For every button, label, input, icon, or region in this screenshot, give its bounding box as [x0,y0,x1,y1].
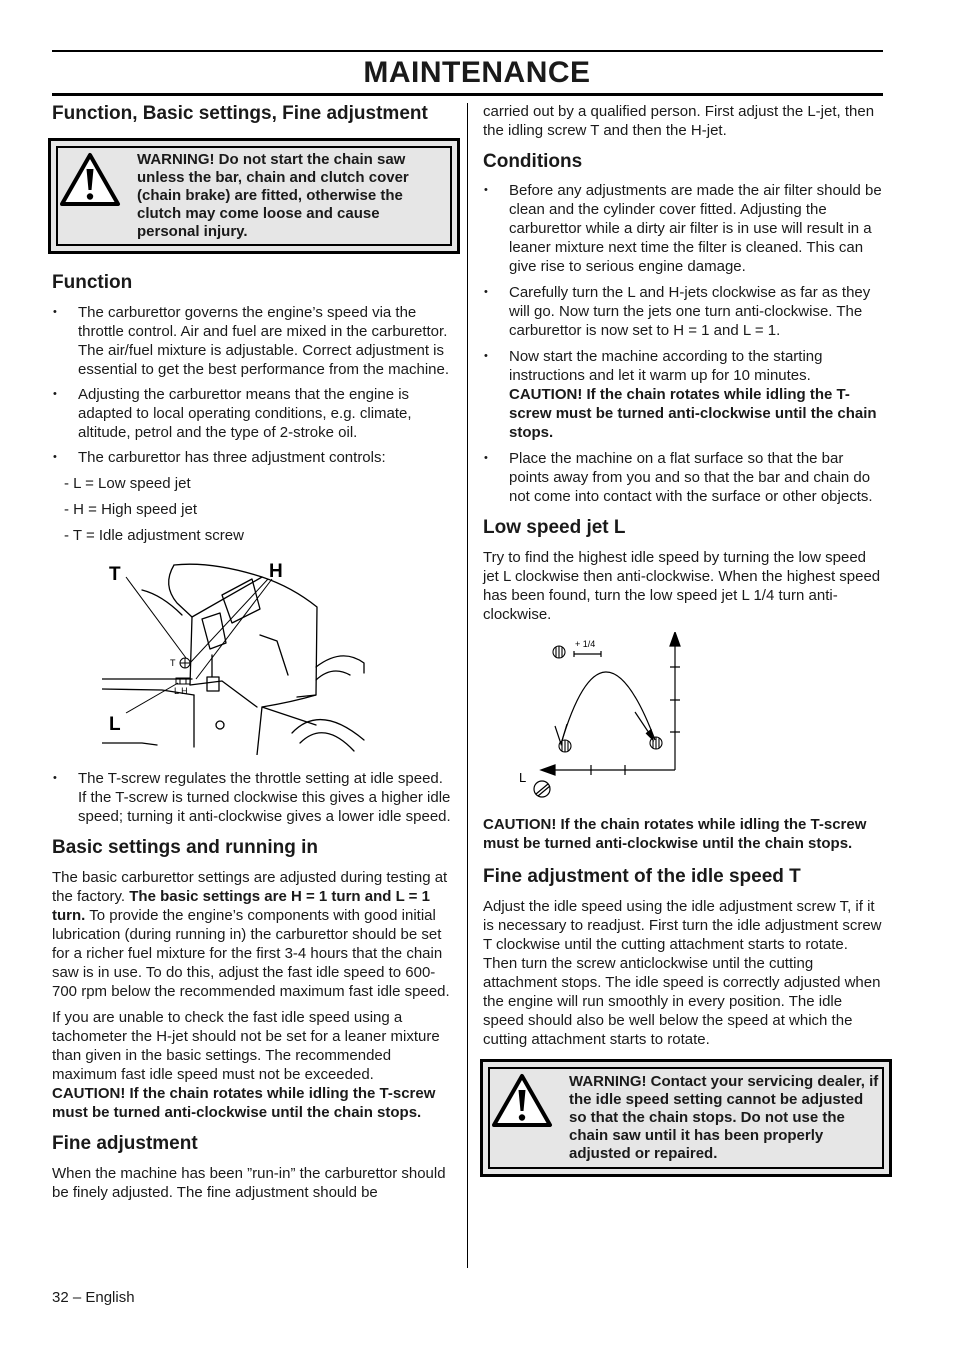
header-top-rule [52,50,883,52]
list-item: • Carefully turn the L and H-jets clockwise as far as they will go. Now turn the jets one turn anti-clockwise. The carburettor is now set to H = 1 and L = 1. [483,283,883,340]
fig-h-label: H [269,561,283,582]
list-item: • The T-screw regulates the throttle setting at idle speed. If the T-screw is turned clockwise this gives a higher idle speed; turning it anti-clockwise gives a lower idle speed. [52,769,452,826]
text-run: Now start the machine according to the starting instructions and let it warm up for 10 minutes. [509,348,823,384]
tachometer-paragraph: If you are unable to check the fast idle speed using a tachometer the H-jet should not be set for a leaner mixture than given in the basic settings. The recommended maximum fast idle speed must not be exceeded. [52,1009,440,1083]
warning-text: WARNING! Contact your servicing dealer, if the idle speed setting cannot be adjusted so that the chain stops. Do not use the chain saw until it has been properly adjusted or repaired. [569,1073,879,1162]
basic-settings-title: Basic settings and running in [52,837,319,858]
screw-icon [650,737,662,749]
header-bottom-rule [52,93,883,96]
idle-speed-title: Fine adjustment of the idle speed T [483,866,801,887]
list-item: • The carburettor governs the engine’s speed via the throttle control. Air and fuel are mixed in the carburettor. The air/fuel mixture is adjustable. Correct adjustment is essential to get the best performance from the machine. [52,303,452,379]
basic-settings-paragraph [52,868,452,1001]
idle-speed-paragraph: Adjust the idle speed using the idle adjustment screw T, if it is necessary to readjust. First turn the idle adjustment screw T clockwise until the cutting attachment starts to rotate. Then turn the screw anticlockwise until the cutting attachment stops. The idle speed is correctly adjusted when the engine will run smoothly in every position. The idle speed should also be well below the speed at which the cutting attachment starts to rotate. [483,898,882,1048]
control-item: - L = Low speed jet [64,475,191,492]
screw-icon [534,781,550,797]
fig-small-t-label: T [170,658,176,668]
caution-text: CAUTION! If the chain rotates while idling the T-screw must be turned anti-clockwise until the chain stops. [509,386,877,441]
function-title: Function [52,272,133,293]
tscrew-list [52,769,452,826]
left-column [52,102,452,1202]
fig-small-lh-label: L H [174,686,188,696]
graph-quarter-label: + 1/4 [575,639,596,649]
warning-box [480,1059,892,1177]
screw-icon [553,646,565,658]
page-title: MAINTENANCE [363,56,591,89]
list-item [483,347,883,442]
list-item: • Adjusting the carburettor means that the engine is adapted to local operating conditions, e.g. climate, altitude, petrol and the type of 2-stroke oil. [52,385,452,442]
text-run: The basic carburettor settings are adjusted during testing at the factory. [52,869,448,905]
idle-speed-graph [515,632,725,807]
conditions-title: Conditions [483,151,583,172]
column-divider [467,103,468,1268]
function-list [52,303,452,467]
warning-triangle-icon [491,1073,553,1129]
fine-adjustment-title: Fine adjustment [52,1133,198,1154]
fig-l-label: L [109,714,121,735]
carburettor-illustration [102,555,382,755]
control-item: - T = Idle adjustment screw [64,527,244,544]
page-number: 32 – English [52,1289,135,1306]
low-speed-jet-paragraph: Try to find the highest idle speed by turning the low speed jet L clockwise then anti-clockwise. When the highest speed has been found, turn the low speed jet L 1/4 turn anti-clockwise. [483,549,881,623]
low-speed-jet-title: Low speed jet L [483,517,626,538]
warning-text: WARNING! Do not start the chain saw unless the bar, chain and clutch cover (chain brake) are fitted, otherwise the clutch may come loose and cause personal injury. [137,151,409,240]
continued-paragraph: carried out by a qualified person. First adjust the L-jet, then the idling screw T and then the H-jet. [483,103,875,139]
list-item: • Before any adjustments are made the air filter should be clean and the cylinder cover fitted. Adjusting the carburettor while a dirty air filter is in use will result in a leaner mixture next time the filter is cleaned. This can give rise to serious engine damage. [483,181,883,276]
fig-t-label: T [109,564,121,585]
section-title: Function, Basic settings, Fine adjustment [52,103,428,124]
right-column [483,102,883,1177]
control-item: - H = High speed jet [64,501,197,518]
list-item: • The carburettor has three adjustment controls: [52,448,452,467]
caution-text: CAUTION! If the chain rotates while idling the T-screw must be turned anti-clockwise until the chain stops. [483,816,867,852]
graph-l-label: L [519,770,527,785]
basic-settings-values: The basic settings are H = 1 turn and L = 1 turn. [52,888,430,924]
screw-icon [559,740,571,752]
warning-box [48,138,460,254]
caution-text: CAUTION! If the chain rotates while idling the T-screw must be turned anti-clockwise until the chain stops. [52,1085,436,1121]
warning-triangle-icon [59,152,121,208]
fine-adjustment-paragraph: When the machine has been ”run-in” the carburettor should be finely adjusted. The fine adjustment should be [52,1165,446,1201]
text-run: To provide the engine’s components with good initial lubrication (during running in) the carburettor should be set for a richer fuel mixture for the first 3-4 hours that the chain saw is in use. To do this, adjust the fast idle speed to 600-700 rpm below the recommended maximum fast idle speed. [52,907,450,1000]
conditions-list [483,181,883,506]
list-item: • Place the machine on a flat surface so that the bar points away from you and so that the bar and chain do not come into contact with the surface or other objects. [483,449,883,506]
